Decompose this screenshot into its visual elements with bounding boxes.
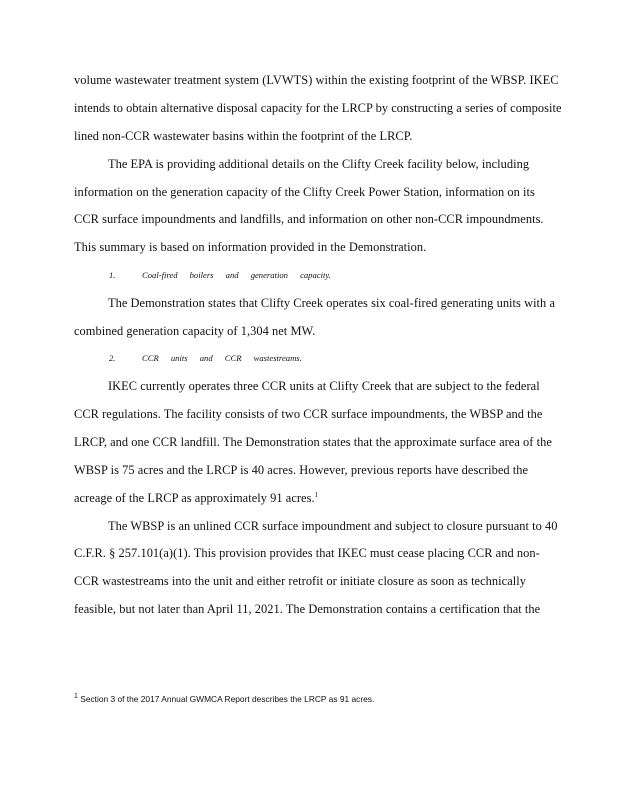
section-number: 1. bbox=[109, 270, 116, 280]
footnote-marker: 1 bbox=[74, 693, 78, 701]
section-heading bbox=[109, 353, 302, 363]
paragraph-line: feasible, but not later than April 11, 2021. The Demonstration contains a certification that the bbox=[74, 602, 541, 616]
paragraph-line: LRCP, and one CCR landfill. The Demonstration states that the approximate surface area of the bbox=[74, 435, 552, 449]
footnote-reference[interactable]: 1 bbox=[314, 490, 319, 499]
section-number: 2. bbox=[109, 353, 116, 363]
paragraph-line: combined generation capacity of 1,304 net MW. bbox=[74, 324, 316, 338]
paragraph-line: CCR regulations. The facility consists of two CCR surface impoundments, the WBSP and the bbox=[74, 407, 543, 421]
paragraph-line: C.F.R. § 257.101(a)(1). This provision provides that IKEC must cease placing CCR and non- bbox=[74, 546, 540, 560]
paragraph-line: IKEC currently operates three CCR units at Clifty Creek that are subject to the federal bbox=[108, 379, 540, 393]
footnote bbox=[74, 694, 374, 704]
footnote-text: Section 3 of the 2017 Annual GWMCA Report describes the LRCP as 91 acres. bbox=[80, 694, 375, 704]
paragraph-line: intends to obtain alternative disposal capacity for the LRCP by constructing a series of composite bbox=[74, 101, 562, 115]
paragraph-line-text: acreage of the LRCP as approximately 91 acres. bbox=[74, 491, 315, 505]
paragraph-line: The Demonstration states that Clifty Creek operates six coal-fired generating units with a bbox=[108, 296, 555, 310]
section-heading bbox=[109, 270, 331, 280]
paragraph-line: CCR wastestreams into the unit and either retrofit or initiate closure as soon as technically bbox=[74, 574, 526, 588]
paragraph-line: information on the generation capacity of the Clifty Creek Power Station, information on its bbox=[74, 185, 535, 199]
paragraph-line: CCR surface impoundments and landfills, and information on other non-CCR impoundments. bbox=[74, 212, 544, 226]
paragraph-line: The EPA is providing additional details on the Clifty Creek facility below, including bbox=[108, 157, 530, 171]
section-title: CCR units and CCR wastestreams. bbox=[142, 353, 302, 363]
paragraph-line: The WBSP is an unlined CCR surface impoundment and subject to closure pursuant to 40 bbox=[108, 519, 558, 533]
paragraph-line bbox=[74, 490, 318, 506]
paragraph-line: lined non-CCR wastewater basins within the footprint of the LRCP. bbox=[74, 129, 413, 143]
section-title: Coal-fired boilers and generation capacity. bbox=[142, 270, 331, 280]
paragraph-line: WBSP is 75 acres and the LRCP is 40 acres. However, previous reports have described the bbox=[74, 463, 529, 477]
paragraph-line: This summary is based on information provided in the Demonstration. bbox=[74, 240, 427, 254]
paragraph-line: volume wastewater treatment system (LVWTS) within the existing footprint of the WBSP. IKEC bbox=[74, 73, 559, 87]
